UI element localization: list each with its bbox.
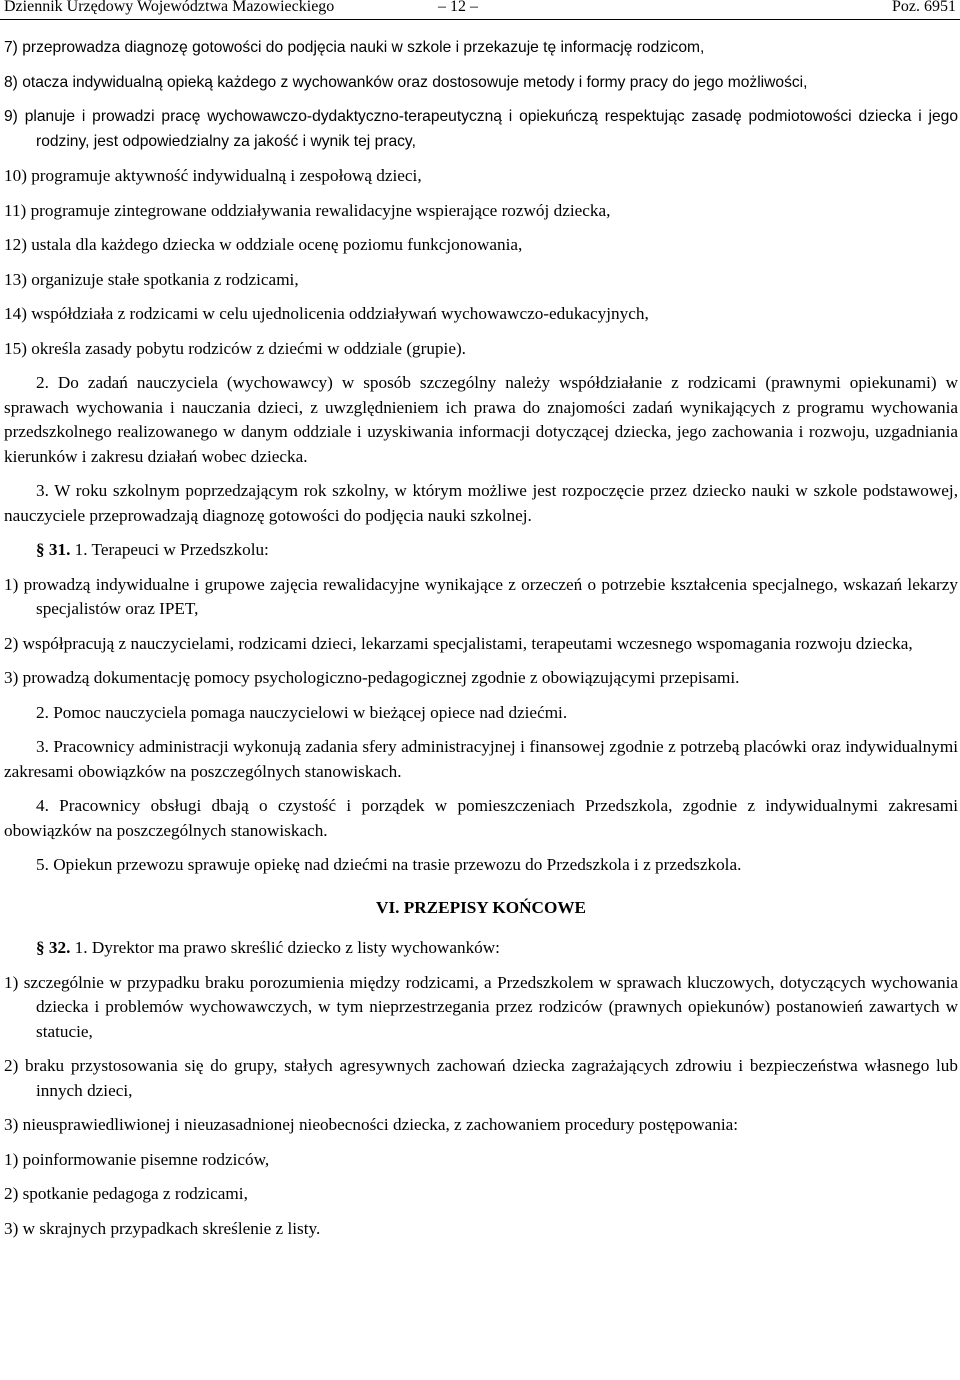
- paragraph-teacher-cooperation: 2. Do zadań nauczyciela (wychowawcy) w sposób szczególny należy współdziałanie z rodzicami (prawnymi opiekunami) w sprawach wychowania i nauczania dzieci, z uwzględnieniem ich prawa do znajomości zadań wynikających z programu wychowania przedszkolnego realizowanego w danym oddziale i uzyskiwania informacji dotyczącej dziecka, jego zachowania i rozwoju, uzgadniania kierunków i zakresu działań wobec dziecka.: [4, 373, 958, 466]
- list-item: 3) nieusprawiedliwionej i nieuzasadnionej nieobecności dziecka, z zachowaniem procedury postępowania:: [4, 1115, 739, 1134]
- list-item: 9) planuje i prowadzi pracę wychowawczo-dydaktyczno-terapeutyczną i opiekuńczą respektując zasadę podmiotowości dziecka i jego rodziny, jest odpowiedzialny za jakość i wynik tej pracy,: [4, 108, 958, 150]
- paragraph-teacher-assistant: 2. Pomoc nauczyciela pomaga nauczycielowi w bieżącej opiece nad dziećmi.: [36, 702, 568, 722]
- journal-title: Dziennik Urzędowy Województwa Mazowieckiego: [4, 0, 335, 15]
- section-31-mark: § 31.: [36, 540, 71, 559]
- removal-reasons-list: [4, 971, 958, 1138]
- list-item: 2) spotkanie pedagoga z rodzicami,: [4, 1184, 248, 1203]
- header-rule: [0, 19, 960, 20]
- document-body: [4, 36, 958, 1251]
- list-item: 11) programuje zintegrowane oddziaływania rewalidacyjne wspierające rozwój dziecka,: [4, 200, 611, 220]
- list-item: 3) prowadzą dokumentację pomocy psychologiczno-pedagogicznej zgodnie z obowiązującymi przepisami.: [4, 668, 740, 687]
- list-item: 15) określa zasady pobytu rodziców z dziećmi w oddziale (grupie).: [4, 338, 466, 358]
- list-item: 1) prowadzą indywidualne i grupowe zajęcia rewalidacyjne wynikające z orzeczeń o potrzebie kształcenia specjalnego, wskazań lekarzy specjalistów oraz IPET,: [4, 574, 958, 618]
- list-item: 3) w skrajnych przypadkach skreślenie z listy.: [4, 1218, 321, 1238]
- paragraph-service-staff: 4. Pracownicy obsługi dbają o czystość i porządek w pomieszczeniach Przedszkola, zgodnie z indywidualnymi zakresami obowiązków na poszczególnych stanowiskach.: [4, 796, 958, 840]
- list-item: 1) szczególnie w przypadku braku porozumienia między rodzicami, a Przedszkolem w sprawach kluczowych, dotyczących wychowania dziecka i problemów wychowawczych, w tym nieprzestrzegania przez rodziców (prawnych opiekunów) postanowień zawartych w statucie,: [4, 972, 958, 1041]
- chapter-heading: VI. PRZEPISY KOŃCOWE: [376, 897, 586, 917]
- list-item: 14) współdziała z rodzicami w celu ujednolicenia oddziaływań wychowawczo-edukacyjnych,: [4, 304, 649, 323]
- procedure-list: [4, 1148, 958, 1242]
- list-item: 13) organizuje stałe spotkania z rodzicami,: [4, 269, 299, 289]
- page-number: – 12 –: [438, 0, 478, 15]
- list-item: 10) programuje aktywność indywidualną i zespołową dzieci,: [4, 166, 422, 185]
- therapists-list: [4, 573, 958, 691]
- list-item: 1) poinformowanie pisemne rodziców,: [4, 1149, 270, 1169]
- paragraph-school-readiness: 3. W roku szkolnym poprzedzającym rok szkolny, w którym możliwe jest rozpoczęcie przez dziecko nauki w szkole podstawowej, nauczyciele przeprowadzają diagnozę gotowości do podjęcia nauki szkolnej.: [4, 481, 958, 525]
- list-item: 12) ustala dla każdego dziecka w oddziale ocenę poziomu funkcjonowania,: [4, 235, 523, 254]
- section-31: [4, 538, 958, 563]
- section-32-mark: § 32.: [36, 938, 71, 957]
- section-32: [4, 936, 958, 961]
- duties-list: [4, 36, 958, 361]
- section-32-text: 1. Dyrektor ma prawo skreślić dziecko z listy wychowanków:: [74, 938, 500, 957]
- list-item: 8) otacza indywidualną opieką każdego z wychowanków oraz dostosowuje metody i formy pracy do jego możliwości,: [4, 73, 808, 91]
- paragraph-administration: 3. Pracownicy administracji wykonują zadania sfery administracyjnej i finansowej zgodnie z potrzebą placówki oraz indywidualnymi zakresami obowiązków na poszczególnych stanowiskach.: [4, 737, 958, 781]
- list-item: 2) współpracują z nauczycielami, rodzicami dzieci, lekarzami specjalistami, terapeutami wczesnego wspomagania rozwoju dziecka,: [4, 633, 913, 653]
- page-header: [0, 0, 960, 20]
- position-number: Poz. 6951: [892, 0, 956, 15]
- list-item: 7) przeprowadza diagnozę gotowości do podjęcia nauki w szkole i przekazuje tę informację rodzicom,: [4, 39, 705, 56]
- paragraph-transport-guardian: 5. Opiekun przewozu sprawuje opiekę nad dziećmi na trasie przewozu do Przedszkola i z przedszkola.: [36, 855, 742, 874]
- list-item: 2) braku przystosowania się do grupy, stałych agresywnych zachowań dziecka zagrażających zdrowiu i bezpieczeństwa własnego lub innych dzieci,: [4, 1056, 958, 1100]
- section-31-text: 1. Terapeuci w Przedszkolu:: [74, 540, 269, 559]
